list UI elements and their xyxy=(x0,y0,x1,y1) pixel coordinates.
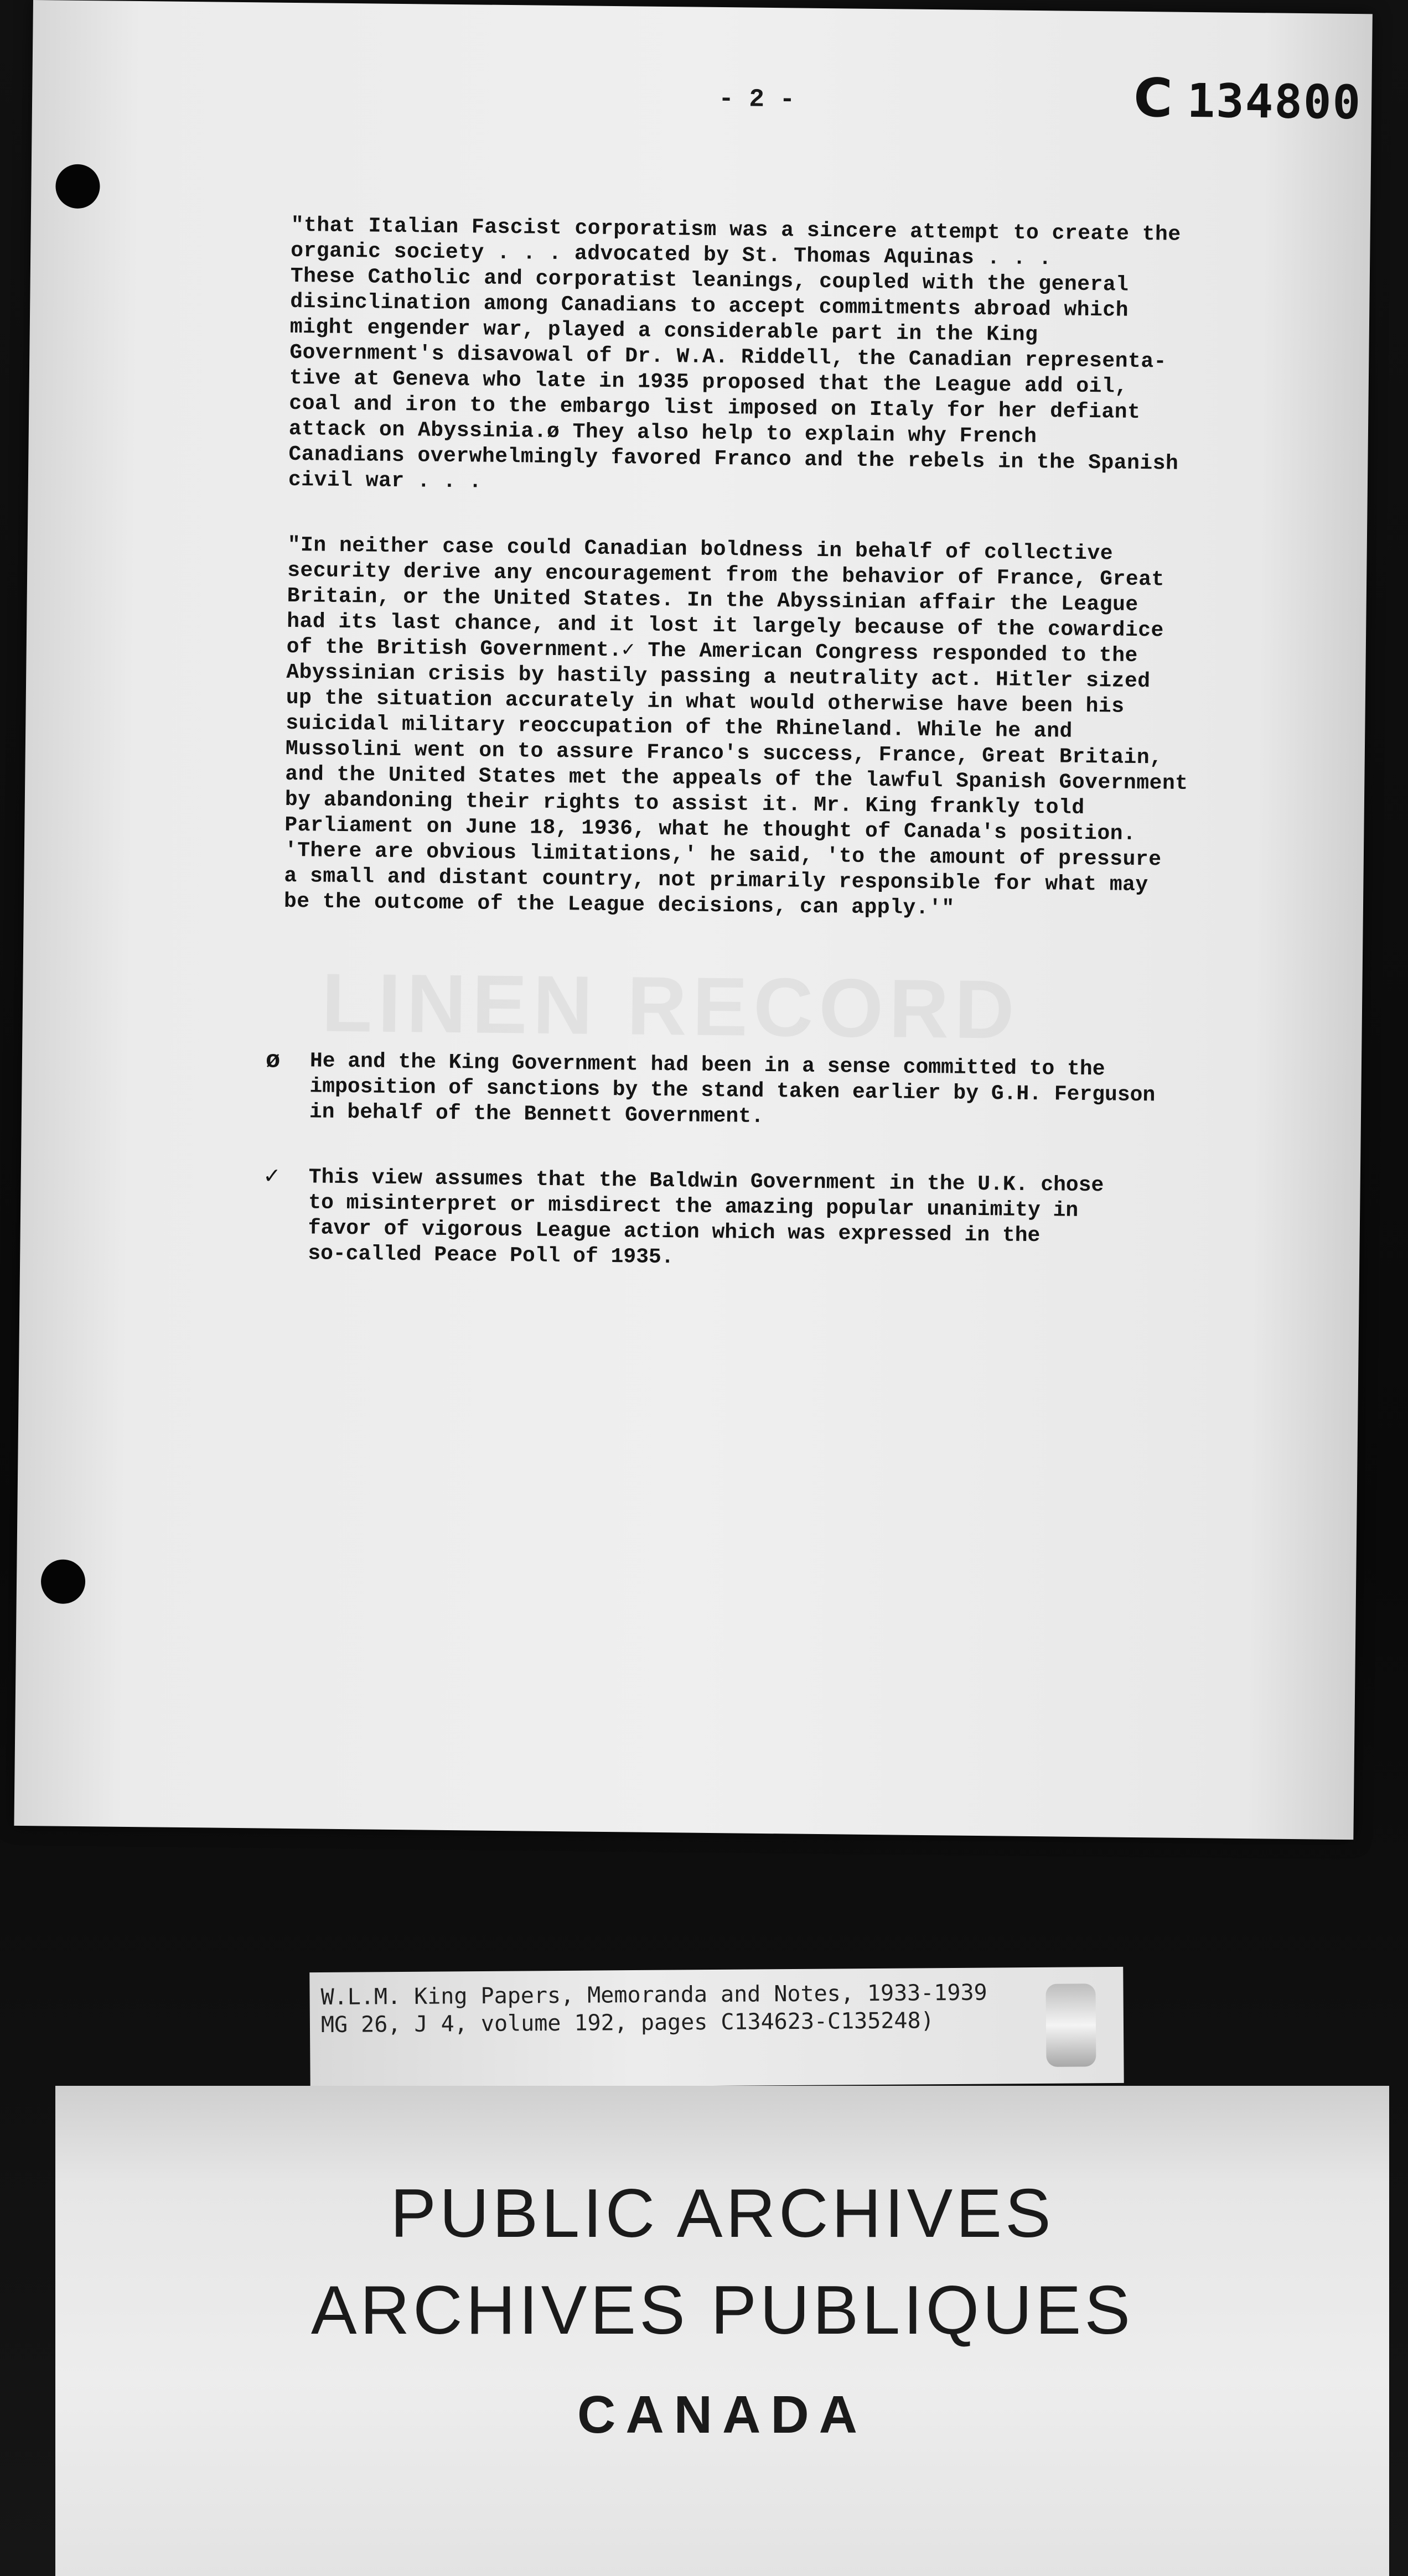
stamp-prefix: C xyxy=(1133,66,1174,129)
footnote-2-text: This view assumes that the Baldwin Government in the U.K. chose to misinterpret or misdirect the amazing popular unanimity in favor of vigorous League action which was expressed in the so-called Peace Poll of 1935. xyxy=(308,1165,1104,1270)
page-number: - 2 - xyxy=(718,84,795,115)
reference-slip xyxy=(309,1967,1124,2089)
quote-paragraph-1: "that Italian Fascist corporatism was a sincere attempt to create the organic society . . . advocated by St. Thomas Aquinas . . . These Catholic and corporatist leanings, coupled with the general disinclination among Canadians to accept commitments abroad which might engender war, played a considerable part in the King Government's disavowal of Dr. W.A. Riddell, the Canadian representa- tive at Geneva who late in 1935 proposed that the League add oil, coal and iron to the embargo list imposed on Italy for her defiant attack on Abyssinia.ø They also help to explain why French Canadians overwhelmingly favored Franco and the rebels in the Spanish civil war . . . xyxy=(288,213,1181,494)
reference-slip-text: W.L.M. King Papers, Memoranda and Notes, 1933-1939 MG 26, J 4, volume 192, pages C134623-C135248) xyxy=(320,1980,987,2038)
stamp-number: 134800 xyxy=(1187,73,1362,130)
tape-strip xyxy=(1045,1983,1096,2067)
label-archives-publiques: ARCHIVES PUBLIQUES xyxy=(310,2272,1134,2349)
archive-stamp-number xyxy=(1133,67,1362,131)
footnote-2 xyxy=(263,1164,1272,1280)
footnote-1-mark: ø xyxy=(265,1047,281,1075)
linen-record-watermark: LINEN RECORD xyxy=(321,955,1021,1056)
document-page xyxy=(14,0,1372,1840)
footnote-1-text: He and the King Government had been in a sense committed to the imposition of sanctions by the stand taken earlier by G.H. Ferguson in behalf of the Bennett Government. xyxy=(309,1049,1156,1129)
punch-hole-top xyxy=(55,164,100,209)
footnote-1 xyxy=(265,1048,1273,1136)
punch-hole-bottom xyxy=(41,1559,86,1604)
label-public-archives: PUBLIC ARCHIVES xyxy=(390,2175,1054,2252)
label-canada: CANADA xyxy=(577,2385,867,2444)
archive-label xyxy=(55,2086,1389,2576)
footnote-2-mark: ✓ xyxy=(264,1163,279,1191)
quote-paragraph-2: "In neither case could Canadian boldness in behalf of collective security derive any encouragement from the behavior of France, Great Britain, or the United States. In the Abyssinian affair the League had its last chance, and it lost it largely because of the cowardice of the British Government.✓ The American Congress responded to the Abyssinian crisis by hastily passing a neutrality act. Hitler sized up the situation accurately in what would otherwise have been his suicidal military reoccupation of the Rhineland. While he and Mussolini went on to assure Franco's success, France, Great Britain, and the United States met the appeals of the lawful Spanish Government by abandoning their rights to assist it. Mr. King frankly told Parliament on June 18, 1936, what he thought of Canada's position. 'There are obvious limitations,' he said, 'to the amount of pressure a small and distant country, not primarily responsible for what may be the outcome of the League decisions, can apply.'" xyxy=(283,533,1188,921)
